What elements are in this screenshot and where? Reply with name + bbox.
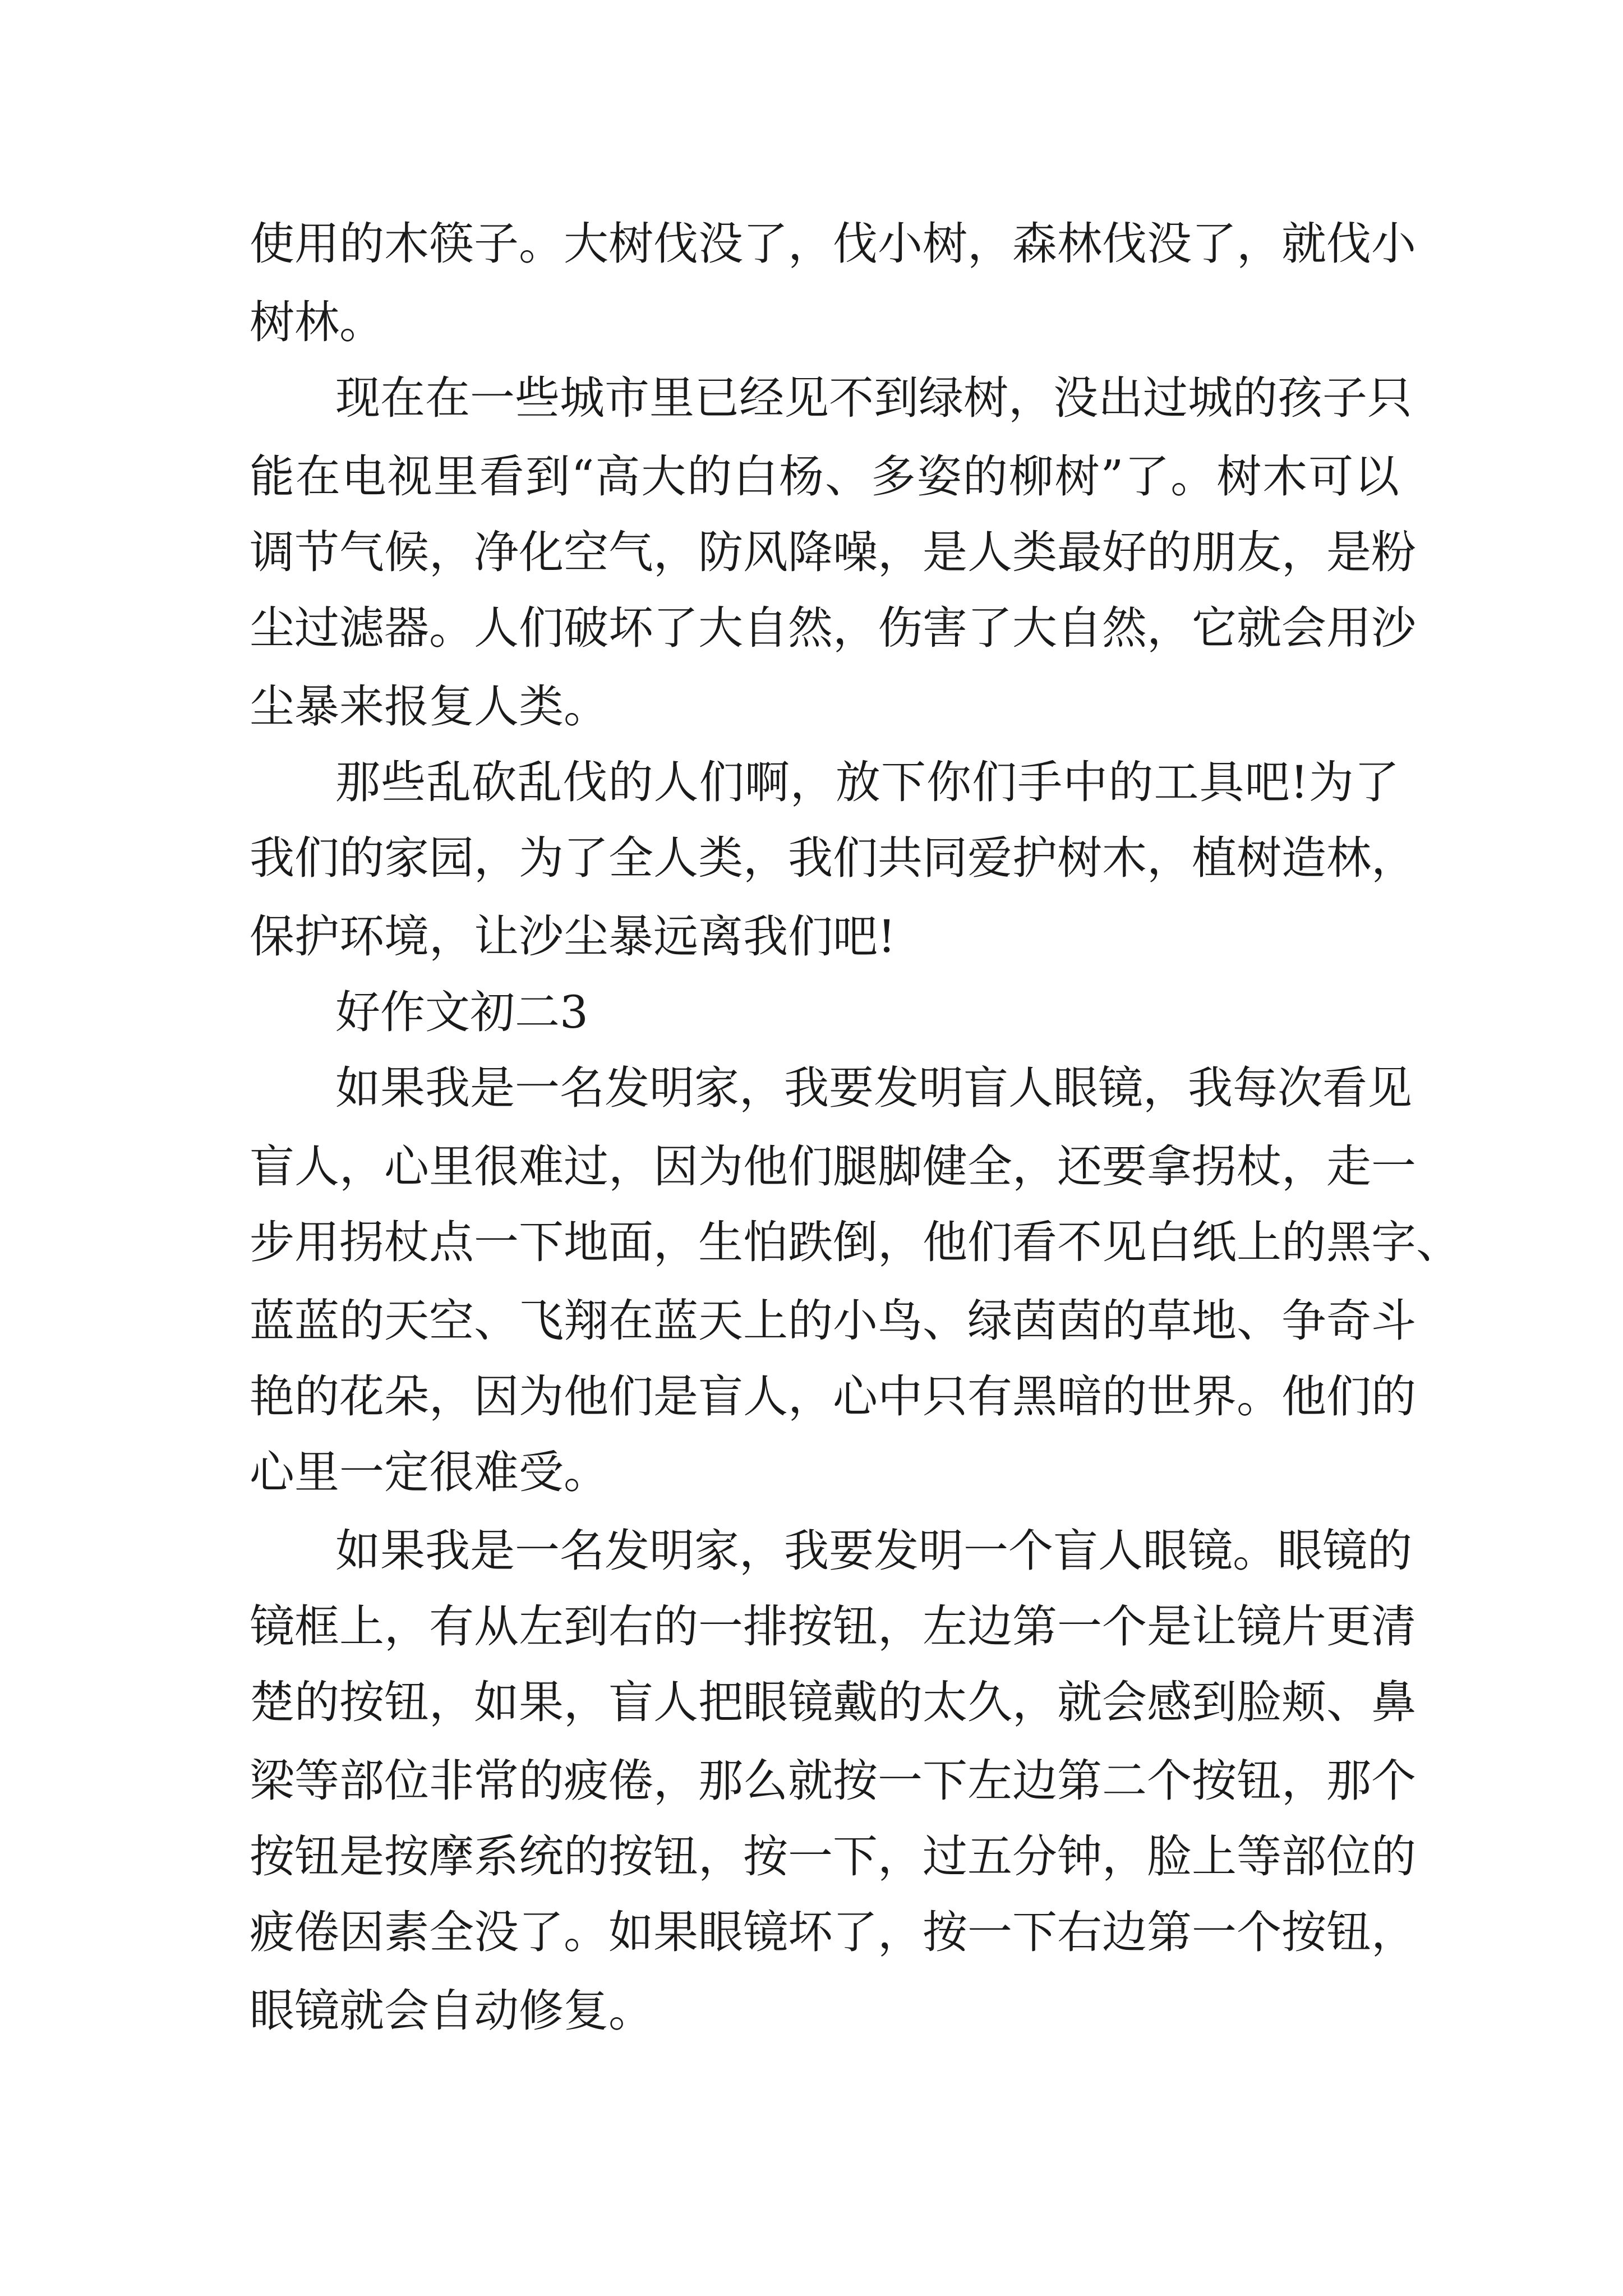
text-line: 尘暴来报复人类。: [250, 680, 608, 733]
text-line: 如果我是一名发明家，我要发明盲人眼镜，我每次看见: [335, 1062, 1412, 1114]
text-line: 能在电视里看到“高大的白杨、多姿的柳树”了。树木可以: [250, 450, 1399, 503]
section-heading: 好作文初二3: [335, 986, 588, 1038]
text-line: 梁等部位非常的疲倦，那么就按一下左边第二个按钮，那个: [250, 1755, 1416, 1807]
text-line: 现在在一些城市里已经见不到绿树，没出过城的孩子只: [335, 372, 1412, 424]
text-line: 楚的按钮，如果，盲人把眼镜戴的太久，就会感到脸颊、鼻: [250, 1676, 1416, 1728]
text-line: 树林。: [250, 296, 384, 348]
text-line: 疲倦因素全没了。如果眼镜坏了，按一下右边第一个按钮，: [250, 1906, 1416, 1958]
text-line: 眼镜就会自动修复。: [250, 1985, 653, 2037]
text-line: 艳的花朵，因为他们是盲人，心中只有黑暗的世界。他们的: [250, 1370, 1416, 1423]
text-line: 我们的家园，为了全人类，我们共同爱护树木，植树造林，: [250, 832, 1416, 884]
text-line: 那些乱砍乱伐的人们啊，放下你们手中的工具吧!为了: [335, 756, 1399, 808]
text-line: 按钮是按摩系统的按钮，按一下，过五分钟，脸上等部位的: [250, 1830, 1416, 1883]
text-line: 尘过滤器。人们破坏了大自然，伤害了大自然，它就会用沙: [250, 602, 1416, 654]
text-line: 盲人，心里很难过，因为他们腿脚健全，还要拿拐杖，走一: [250, 1140, 1416, 1193]
text-line: 蓝蓝的天空、飞翔在蓝天上的小鸟、绿茵茵的草地、争奇斗: [250, 1295, 1416, 1347]
text-line: 如果我是一名发明家，我要发明一个盲人眼镜。眼镜的: [335, 1525, 1412, 1577]
text-line: 保护环境，让沙尘暴远离我们吧!: [250, 910, 896, 963]
text-line: 心里一定很难受。: [250, 1446, 608, 1498]
text-line: 使用的木筷子。大树伐没了，伐小树，森林伐没了，就伐小: [250, 218, 1416, 270]
text-line: 调节气候，净化空气，防风降噪，是人类最好的朋友，是粉: [250, 526, 1416, 578]
text-line: 镜框上，有从左到右的一排按钮，左边第一个是让镜片更清: [250, 1600, 1416, 1653]
text-line: 步用拐杖点一下地面，生怕跌倒，他们看不见白纸上的黑字、: [250, 1216, 1461, 1268]
